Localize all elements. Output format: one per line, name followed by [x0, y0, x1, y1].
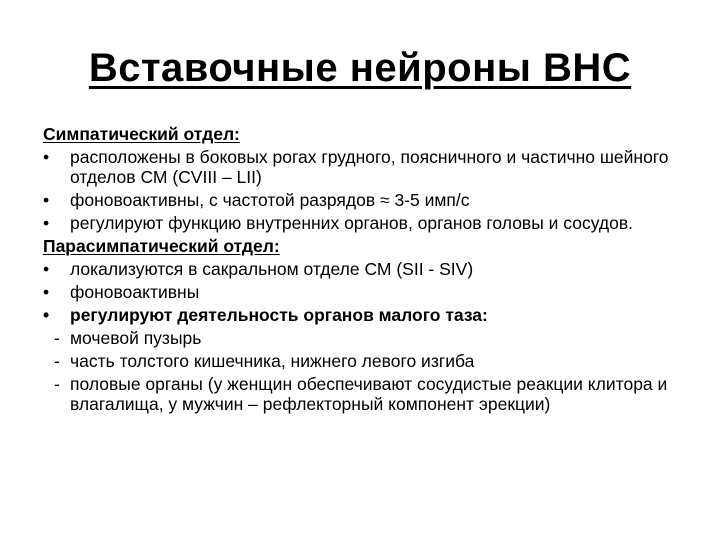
pelvic-organ-text: мочевой пузырь [70, 328, 202, 348]
bullet-marker: • [43, 259, 50, 279]
sympathetic-heading: Симпатический отдел: [43, 124, 240, 144]
parasympathetic-item-text: локализуются в сакральном отделе СМ (SII - SIV) [70, 259, 474, 279]
bullet-marker: • [43, 190, 50, 210]
pelvic-organ-text: половые органы (у женщин обеспечивают сосудистые реакции клитора и влагалища, у мужчин – рефлекторный компонент эрекции) [70, 374, 668, 414]
bullet-marker: • [43, 213, 50, 233]
sympathetic-item-text: расположены в боковых рогах грудного, поясничного и частично шейного отделов СМ (CVIII – LII) [70, 147, 669, 187]
slide-title: Вставочные нейроны ВНС [88, 46, 632, 90]
sympathetic-item-activity [43, 190, 703, 210]
parasympathetic-item-text: фоновоактивны [70, 282, 200, 302]
pelvic-organ-bladder [43, 328, 703, 348]
dash-marker: - [54, 374, 60, 394]
bullet-marker: • [43, 147, 50, 167]
sympathetic-item-location [43, 147, 703, 187]
parasympathetic-item-activity [43, 282, 703, 302]
parasympathetic-item-text: регулируют деятельность органов малого таза: [70, 305, 488, 325]
sympathetic-item-text: фоновоактивны, с частотой разрядов ≈ 3-5 имп/с [70, 190, 470, 210]
bullet-marker: • [43, 305, 50, 325]
sympathetic-item-function [43, 213, 703, 233]
sympathetic-item-text: регулируют функцию внутренних органов, органов головы и сосудов. [70, 213, 633, 233]
parasympathetic-item-regulation [43, 305, 703, 325]
pelvic-organ-genital [43, 374, 703, 414]
parasympathetic-item-location [43, 259, 703, 279]
slide-content [43, 124, 703, 417]
dash-marker: - [54, 328, 60, 348]
pelvic-organ-text: часть толстого кишечника, нижнего левого изгиба [70, 351, 475, 371]
pelvic-organ-colon [43, 351, 703, 371]
dash-marker: - [54, 351, 60, 371]
parasympathetic-heading: Парасимпатический отдел: [43, 236, 280, 256]
bullet-marker: • [43, 282, 50, 302]
